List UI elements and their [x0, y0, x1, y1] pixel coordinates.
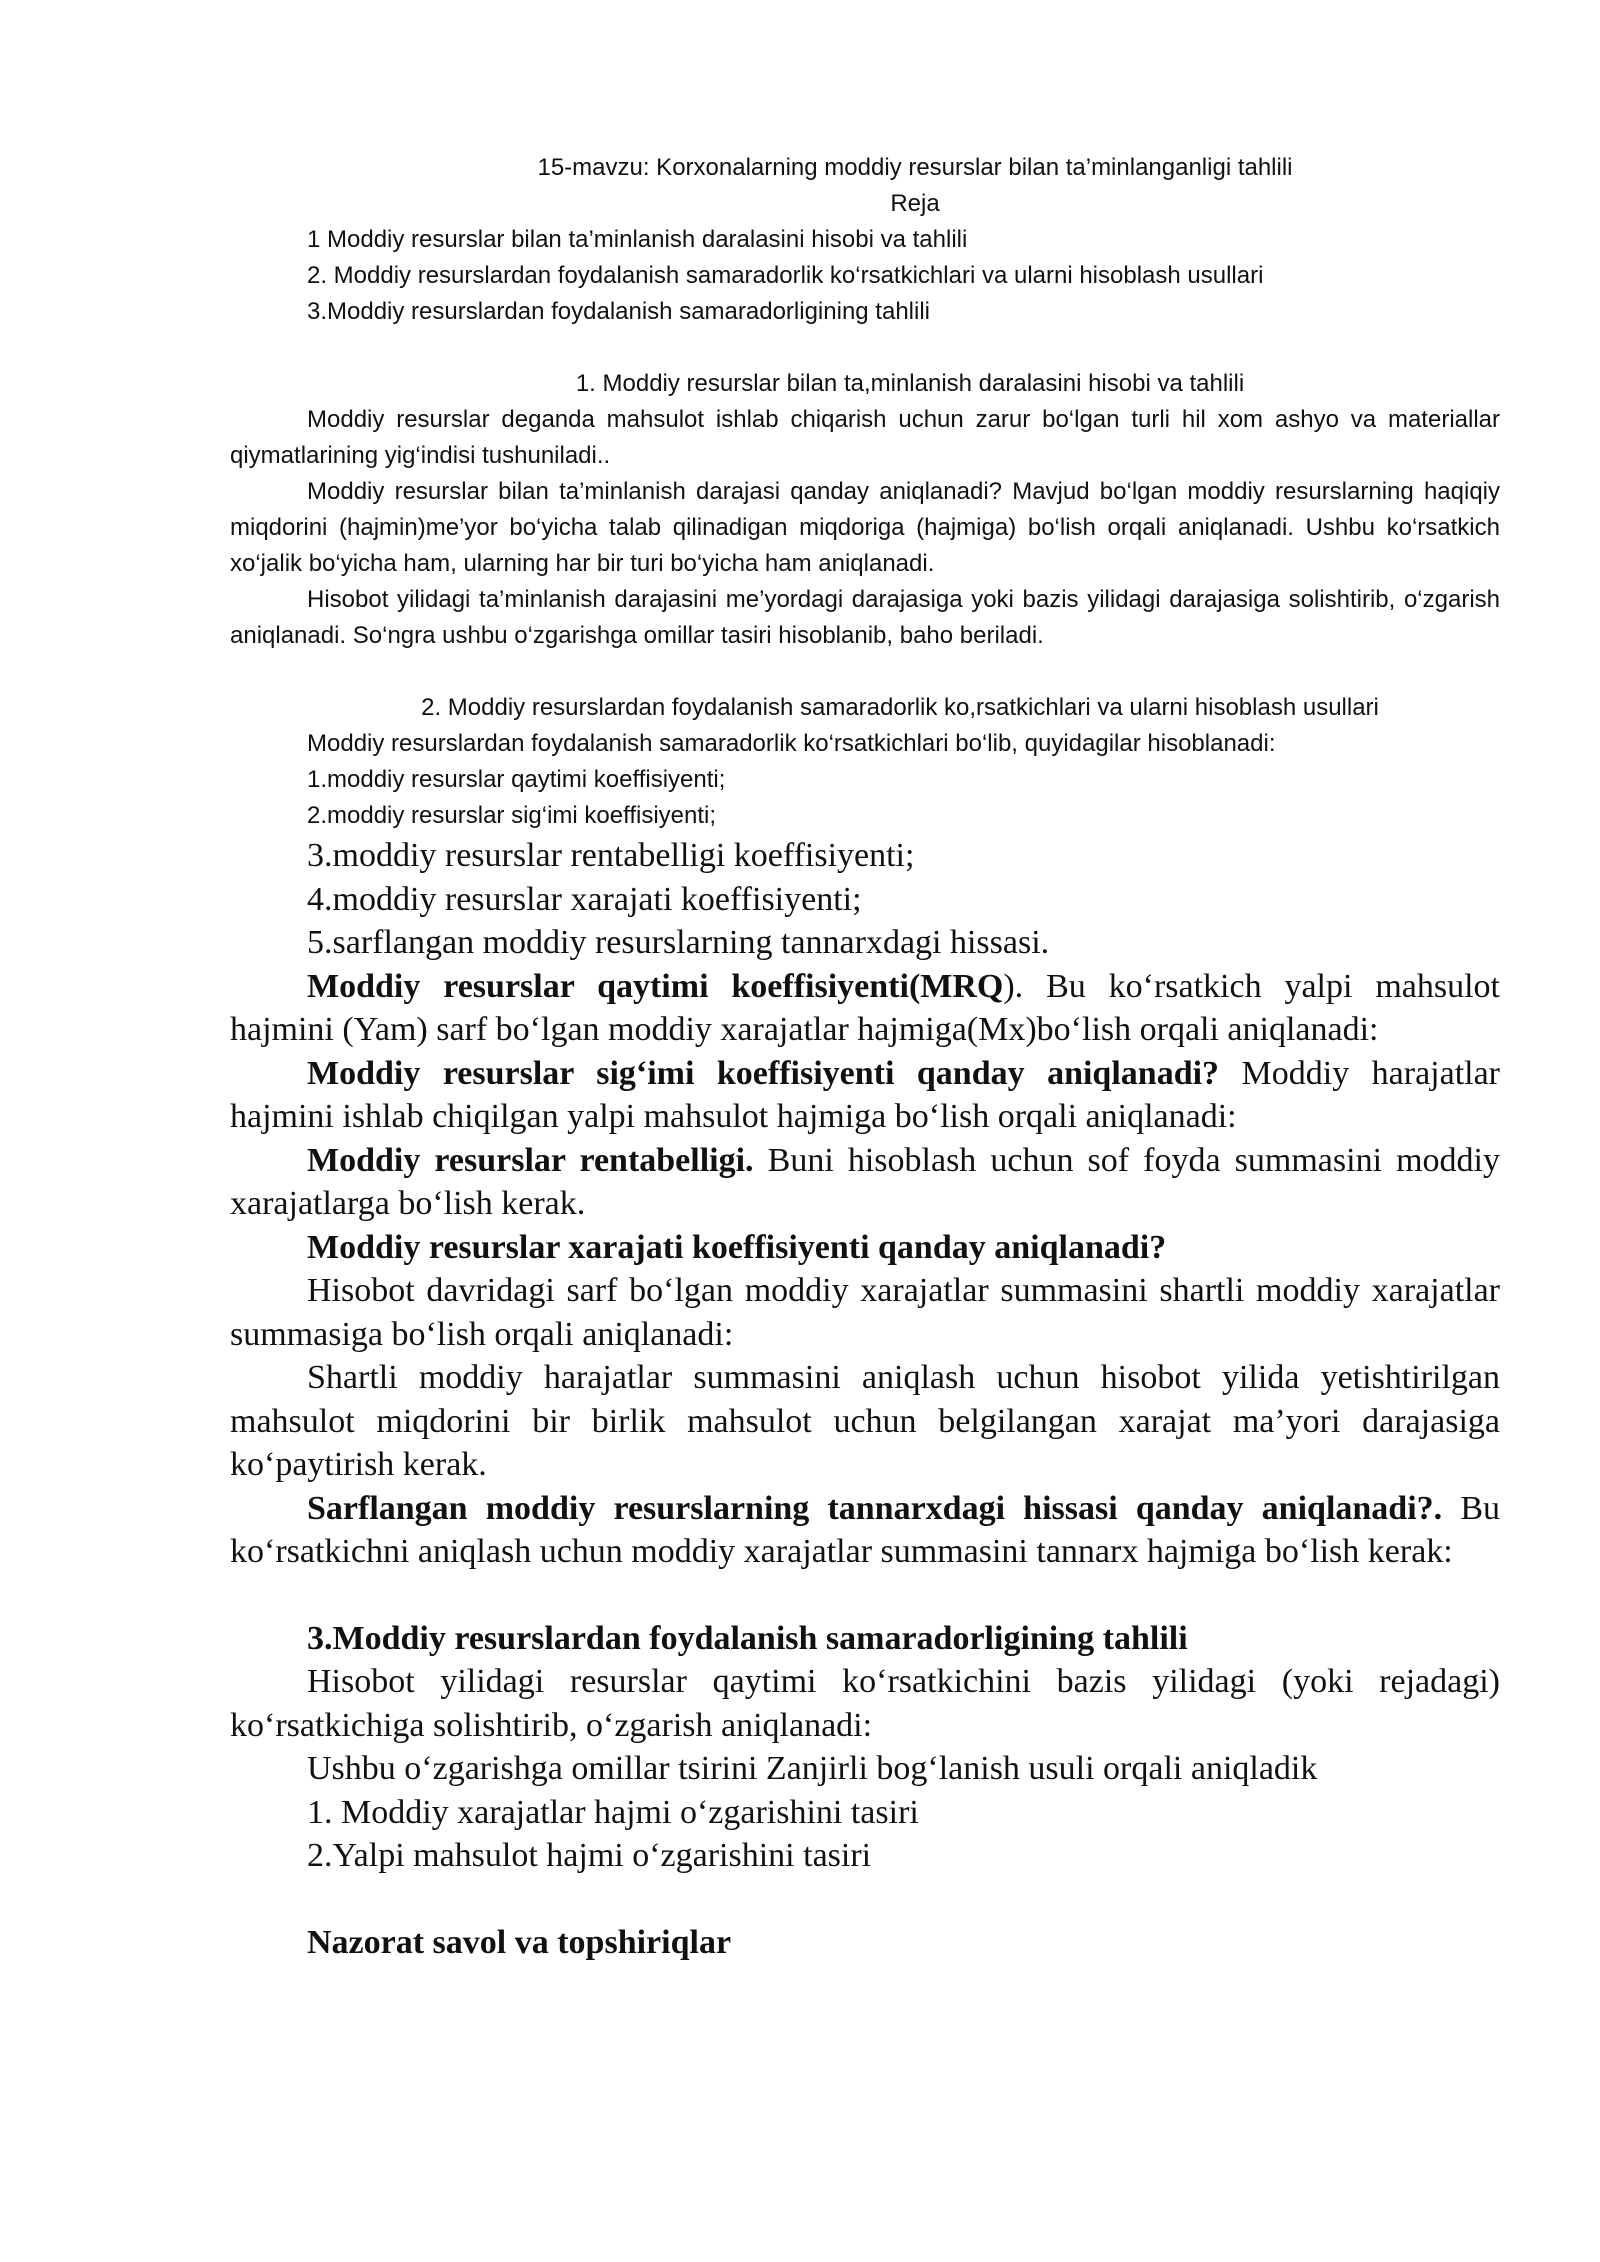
mrq-paragraph	[230, 965, 1500, 1052]
indicator-list-item: 2.moddiy resurslar sig‘imi koeffisiyenti;	[307, 802, 717, 829]
indicator-list-item: 5.sarflangan moddiy resurslarning tannarxdagi hissasi.	[307, 924, 1050, 961]
rent-term: Moddiy resurslar rentabelligi.	[307, 1141, 754, 1179]
xarajat-heading-text: Moddiy resurslar xarajati koeffisiyenti qanday aniqlanadi?	[307, 1228, 1167, 1266]
indicator-list-item: 4.moddiy resurslar xarajati koeffisiyenti;	[307, 880, 862, 918]
hissa-text: Bu ko‘rsatkichni aniqlash uchun moddiy xarajatlar summasini tannarx hajmiga bo‘lish kerak:	[230, 1489, 1500, 1570]
plan-heading: Reja	[890, 190, 940, 217]
mrq-term: Moddiy resurslar qaytimi koeffisiyenti	[307, 967, 909, 1005]
mrq-abbrev: (MRQ	[908, 967, 1004, 1005]
indicator-list-item: 3.moddiy resurslar rentabelligi koeffisiyenti;	[307, 837, 915, 874]
sigim-text: Moddiy harajatlar hajmini ishlab chiqilgan yalpi mahsulot hajmiga bo‘lish orqali aniqlanadi:	[230, 1054, 1501, 1135]
section3-paragraph: Hisobot yilidagi resurslar qaytimi ko‘rsatkichini bazis yilidagi (yoki rejadagi) ko‘rsatkichiga solishtirib, o‘zgarish aniqlanadi:	[230, 1663, 1500, 1744]
section3-heading-text: 3.Moddiy resurslardan foydalanish samaradorligining tahlili	[307, 1619, 1188, 1657]
rent-paragraph	[230, 1139, 1500, 1226]
topic-title: 15-mavzu: Korxonalarning moddiy resurslar bilan ta’minlanganligi tahlili	[537, 154, 1293, 181]
xarajat-heading	[230, 1226, 1500, 1270]
hissa-term: Sarflangan moddiy resurslarning tannarxdagi hissasi qanday aniqlanadi?.	[307, 1489, 1443, 1527]
mrq-text: ). Bu ko‘rsatkich yalpi mahsulot hajmini (Yam) sarf bo‘lgan moddiy xarajatlar hajmiga(Mx)bo‘lish orqali aniqlanadi:	[230, 967, 1500, 1048]
plan-item: 2. Moddiy resurslardan foydalanish samaradorlik ko‘rsatkichlari va ularni hisoblash usullari	[307, 262, 1264, 289]
section1-paragraph: Moddiy resurslar bilan ta’minlanish darajasi qanday aniqlanadi? Mavjud bo‘lgan moddiy resurslarning haqiqiy miqdorini (hajmin)me’yor bo‘yicha talab qilinadigan miqdoriga (hajmiga) bo‘lish orqali aniqlanadi. Ushbu ko‘rsatkich xo‘jalik bo‘yicha ham, ularning har bir turi bo‘yicha ham aniqlanadi.	[230, 478, 1500, 577]
factor-list-item: 2.Yalpi mahsulot hajmi o‘zgarishini tasiri	[307, 1837, 872, 1874]
section3-heading	[230, 1617, 1500, 1661]
sigim-paragraph	[230, 1052, 1500, 1139]
sigim-term: Moddiy resurslar sig‘imi koeffisiyenti qanday aniqlanadi?	[307, 1054, 1220, 1092]
factor-list-item: 1. Moddiy xarajatlar hajmi o‘zgarishini tasiri	[307, 1793, 919, 1831]
document-page	[230, 150, 1500, 1964]
section1-paragraph: Moddiy resurslar deganda mahsulot ishlab chiqarish uchun zarur bo‘lgan turli hil xom ashyo va materiallar qiymatlarining yig‘indisi tushuniladi..	[230, 406, 1500, 469]
indicator-list-item: 1.moddiy resurslar qaytimi koeffisiyenti;	[307, 766, 726, 793]
plan-item: 3.Moddiy resurslardan foydalanish samaradorligining tahlili	[307, 298, 930, 325]
section3-paragraph: Ushbu o‘zgarishga omillar tsirini Zanjirli bog‘lanish usuli orqali aniqladik	[307, 1750, 1318, 1787]
plan-item: 1 Moddiy resurslar bilan ta’minlanish daralasini hisobi va tahlili	[307, 226, 968, 253]
rent-text: Buni hisoblash uchun sof foyda summasini moddiy xarajatlarga bo‘lish kerak.	[230, 1141, 1500, 1222]
control-questions-heading	[230, 1921, 1500, 1965]
section2-heading: 2. Moddiy resurslardan foydalanish samaradorlik ko,rsatkichlari va ularni hisoblash usullari	[421, 694, 1379, 721]
xarajat-paragraph: Shartli moddiy harajatlar summasini aniqlash uchun hisobot yilida yetishtirilgan mahsulot miqdorini bir birlik mahsulot uchun belgilangan xarajat ma’yori darajasiga ko‘paytirish kerak.	[230, 1359, 1500, 1483]
section1-heading: 1. Moddiy resurslar bilan ta,minlanish daralasini hisobi va tahlili	[575, 370, 1245, 397]
hissa-paragraph	[230, 1487, 1500, 1574]
section1-paragraph: Hisobot yilidagi ta’minlanish darajasini me’yordagi darajasiga yoki bazis yilidagi darajasiga solishtirib, o‘zgarish aniqlanadi. So‘ngra ushbu o‘zgarishga omillar tasiri hisoblanib, baho beriladi.	[230, 586, 1500, 649]
section2-intro: Moddiy resurslardan foydalanish samaradorlik ko‘rsatkichlari bo‘lib, quyidagilar hisoblanadi:	[307, 730, 1276, 757]
xarajat-paragraph: Hisobot davridagi sarf bo‘lgan moddiy xarajatlar summasini shartli moddiy xarajatlar summasiga bo‘lish orqali aniqlanadi:	[230, 1272, 1500, 1353]
control-questions-heading-text: Nazorat savol va topshiriqlar	[307, 1923, 732, 1961]
